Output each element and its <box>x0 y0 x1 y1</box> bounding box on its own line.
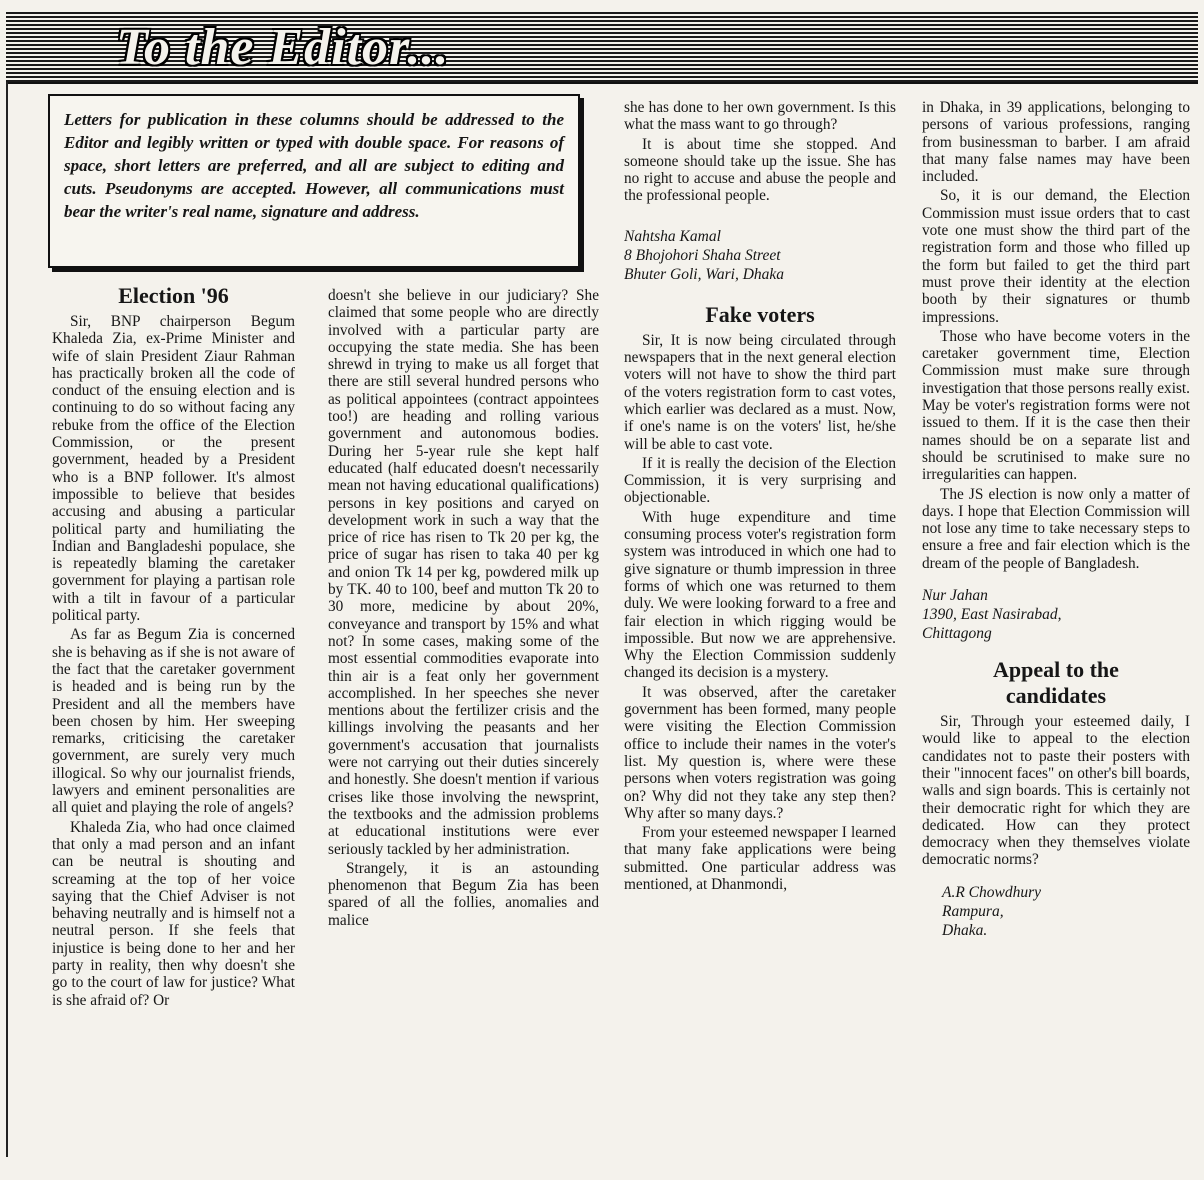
submission-notice: Letters for publication in these columns should be addressed to the Editor and legibly written or typed with double space. For reasons of space, short letters are preferred, and all are subject to editing and cuts. Pseudonyms are accepted. However, all communications must bear the writer's real name, signature and address. <box>48 94 580 268</box>
paragraph: Sir, Through your esteemed daily, I would like to appeal to the election candidates not to paste their posters with their "innocent faces" on other's bill boards, walls and sign boards. This is certainly not their democratic right for which they are dedicated. How can they protect democracy when they themselves violate democratic norms? <box>922 713 1190 869</box>
paragraph: Strangely, it is an astounding phenomenon that Begum Zia has been spared of all the follies, anomalies and malice <box>328 859 599 929</box>
paragraph: in Dhaka, in 39 applications, belonging to persons of various professions, ranging from businessman to barber. I am afraid that many false names may have been included. <box>922 99 1190 186</box>
paragraph: It is about time she stopped. And someone should take up the issue. She has no right to accuse and abuse the people and the professional people. <box>624 135 896 205</box>
paragraph: It was observed, after the caretaker government has been formed, many people were visiting the Election Commission office to include their names in the voter's list. My question is, where were these persons when voters registration was going on? Why did not they take any step then? Why after so many days.? <box>624 683 896 822</box>
paragraph: So, it is our demand, the Election Commission must issue orders that to cast vote one must show the third part of the registration form and those who filled up the form but failed to get the third part must prove their identity at the election booth by their signatures or thumb impressions. <box>922 187 1190 326</box>
author-address: 8 Bhojohori Shaha Street <box>624 246 781 264</box>
author-name: A.R Chowdhury <box>942 883 1042 901</box>
paragraph: Sir, It is now being circulated through newspapers that in the next general election voters will not have to show the third part of the voters registration form to cast votes, which earlier was declared as a must. Now, if one's name is on the voters' list, he/she will be able to cast vote. <box>624 331 896 453</box>
masthead-banner <box>6 12 1198 84</box>
author-address: Dhaka. <box>942 921 988 939</box>
paragraph: Sir, BNP chairperson Begum Khaleda Zia, ex-Prime Minister and wife of slain President Ziaur Rahman has practically broken all the code of conduct of the ensuing election and is continuing to do so without facing any rebuke from the office of the Election Commission, or the present government, headed by a President who is a BNP follower. It's almost impossible to believe that besides accusing and abusing a particular political party and humiliating the Indian and Bangladeshi populace, she is repeatedly blaming the caretaker government for playing a partisan role with a tilt in favour of a particular political party. <box>52 313 295 625</box>
paragraph: If it is really the decision of the Election Commission, it is very surprising and objectionable. <box>624 454 896 507</box>
author-address: 1390, East Nasirabad, <box>922 606 1062 624</box>
author-name: Nahtsha Kamal <box>624 227 721 245</box>
paragraph: doesn't she believe in our judiciary? She claimed that some people who are directly involved with a particular party are occupying the state media. She has been shrewd in trying to make us all forget that there are still several hundred persons who as political appointees (contract appointees too!) are heading and rolling various government and autonomous bodies. During her 5-year rule she kept half educated (half educated doesn't necessarily mean not having educational qualifications) persons in key positions and caryed on development work in such a way that the price of rice has risen to Tk 20 per kg, the price of sugar has risen to taka 40 per kg and onion Tk 14 per kg, powdered milk up by TK. 40 to 100, beef and mutton Tk 20 to 30 more, medicine by about 20%, conveyance and transport by 15% and what not? In some cases, making some of the most essential commodities evaporate into thin air is a feat only her government accomplished. In her speeches she never mentions about the fertilizer crisis and the killings involving the peasants and her government's accusation that journalists were not carrying out their duties sincerely and honestly. She doesn't mention if various crises like those involving the newsprint, the textbooks and the admission problems at educational institutions were ever seriously tackled by her administration. <box>328 287 599 858</box>
paragraph: Khaleda Zia, who had once claimed that only a mad person and an infant can be neutral is shouting and screaming at the top of her voice saying that the Chief Adviser is not behaving neutrally and is himself not a neutral person. If she feels that injustice is being done to her and her party in reality, then why doesn't she go to the court of law for justice? What is she afraid of? Or <box>52 818 295 1009</box>
column-1 <box>52 283 295 1153</box>
paragraph: From your esteemed newspaper I learned that many fake applications were being submitted. One particular address was mentioned, at Dhanmondi, <box>624 824 896 893</box>
paragraph: With huge expenditure and time consuming process voter's registration form system was introduced in which one had to give signature or thumb impression in three forms of which one was returned to them duly. We were looking forward to a free and fair election in which rigging would be impossible. But now we are apprehensive. Why the Election Commission suddenly changed its decision is a mystery. <box>624 508 896 682</box>
letter-heading: Appeal to the candidates <box>993 657 1119 709</box>
letter-heading: Election '96 <box>118 283 229 308</box>
author-address: Rampura, <box>942 902 1004 920</box>
author-address: Bhuter Goli, Wari, Dhaka <box>624 265 785 283</box>
column-3 <box>624 99 896 1153</box>
paragraph: The JS election is now only a matter of days. I hope that Election Commission will not lose any time to take necessary steps to ensure a free and fair election which is the dream of the people of Bangladesh. <box>922 485 1190 572</box>
signature-block <box>942 883 1190 940</box>
letter-heading: Fake voters <box>705 301 815 327</box>
column-2 <box>328 287 599 1153</box>
paragraph: she has done to her own government. Is this what the mass want to go through? <box>624 99 896 134</box>
paragraph: Those who have become voters in the caretaker government time, Election Commission must make sure through investigation that those persons really exist. May be voter's registration forms were not issued to them. If it is the case then their names should be on a separate list and should be scrutinised to make sure no irregularities can happen. <box>922 327 1190 484</box>
column-4 <box>922 99 1190 1153</box>
author-address: Chittagong <box>922 625 992 643</box>
column-rule <box>6 82 8 1157</box>
author-name: Nur Jahan <box>922 587 988 605</box>
signature-block <box>624 227 896 284</box>
signature-block <box>922 586 1190 643</box>
paragraph: As far as Begum Zia is concerned she is behaving as if she is not aware of the fact that the caretaker government is headed and is being run by the President and all the members have been chosen by him. Her sweeping remarks, criticising the caretaker government, are surely very much illogical. So why our journalist friends, lawyers and eminent personalities are all quiet and playing the role of angels? <box>52 626 295 817</box>
section-title: To the Editor... <box>116 19 450 76</box>
